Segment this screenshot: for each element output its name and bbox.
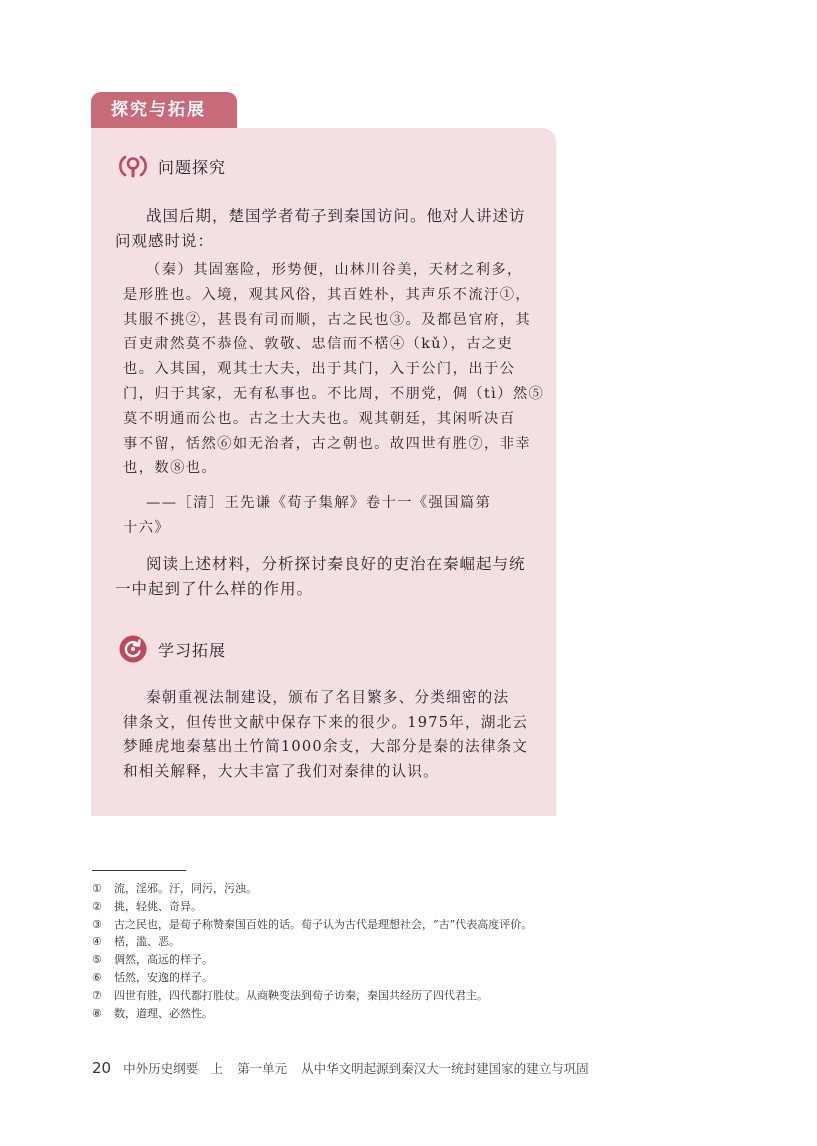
extension-text: 秦朝重视法制建设，颁布了名目繁多、分类细密的法 律条文，但传世文献中保存下来的很少。1975年，湖北云 梦睡虎地秦墓出土竹简1000余支，大部分是秦的法律条文 和相关解释，大大丰富了我们对秦律的认识。 bbox=[123, 689, 529, 780]
page-footer bbox=[92, 1059, 589, 1077]
inquiry-question: 阅读上述材料，分析探讨秦良好的吏治在秦崛起与统 一中起到了什么样的作用。 bbox=[115, 555, 526, 598]
footnote-item: ④ 楛，滥、恶。 bbox=[92, 935, 180, 949]
section-tab: 探究与拓展 bbox=[91, 92, 237, 128]
broadcast-icon bbox=[118, 151, 148, 181]
xunzi-quote: （秦）其固塞险，形势便，山林川谷美，天材之利多， 是形胜也。入境，观其风俗，其百姓朴，其声乐不流汙①， 其服不挑②，甚畏有司而顺，古之民也③。及都邑官府，其 百吏肃然莫不恭俭、敦敬、忠信而不楛④（kǔ），古之吏 也。入其国，观其士大夫，出于其门，入于公门，出于公 门，归于其家，无有私事也。不比周，不朋党，倜（tì）然⑤ 莫不明通而公也。古之士大夫也。观其朝廷，其闲听决百 事不留，恬然⑥如无治者，古之朝也。故四世有胜⑦，非幸 也，数⑧也。 bbox=[123, 262, 545, 477]
extension-header bbox=[118, 633, 226, 665]
footnote-divider bbox=[92, 870, 186, 871]
inquiry-title: 问题探究 bbox=[158, 157, 227, 177]
footnote-item: ② 挑，轻佻、奇异。 bbox=[92, 899, 202, 913]
footnote-item: ① 流，淫邪。汙，同污，污浊。 bbox=[92, 882, 257, 895]
footnote-item: ⑧ 数，道理、必然性。 bbox=[92, 1006, 213, 1020]
inquiry-intro: 战国后期，楚国学者荀子到秦国访问。他对人讲述访 问观感时说： bbox=[115, 207, 526, 250]
footnote-item: ③ 古之民也，是荀子称赞秦国百姓的话。荀子认为古代是理想社会，“古”代表高度评价。 bbox=[92, 917, 533, 931]
unit-title: 从中华文明起源到秦汉大一统封建国家的建立与巩固 bbox=[301, 1061, 589, 1076]
footnote-item: ⑤ 倜然，高远的样子。 bbox=[92, 953, 213, 967]
book-title: 中外历史纲要 上 bbox=[123, 1061, 224, 1076]
footnotes bbox=[92, 880, 692, 1022]
footnote-item: ⑥ 恬然，安逸的样子。 bbox=[92, 970, 213, 984]
refresh-icon bbox=[118, 634, 148, 664]
unit-label: 第一单元 bbox=[237, 1061, 288, 1076]
extension-title: 学习拓展 bbox=[158, 640, 227, 660]
footnote-item: ⑦ 四世有胜，四代都打胜仗。从商鞅变法到荀子访秦，秦国共经历了四代君主。 bbox=[92, 988, 488, 1002]
quote-source: ——［清］王先谦《荀子集解》卷十一《强国篇第 十六》 bbox=[123, 495, 492, 536]
page-number: 20 bbox=[92, 1059, 112, 1077]
inquiry-header bbox=[118, 150, 226, 182]
